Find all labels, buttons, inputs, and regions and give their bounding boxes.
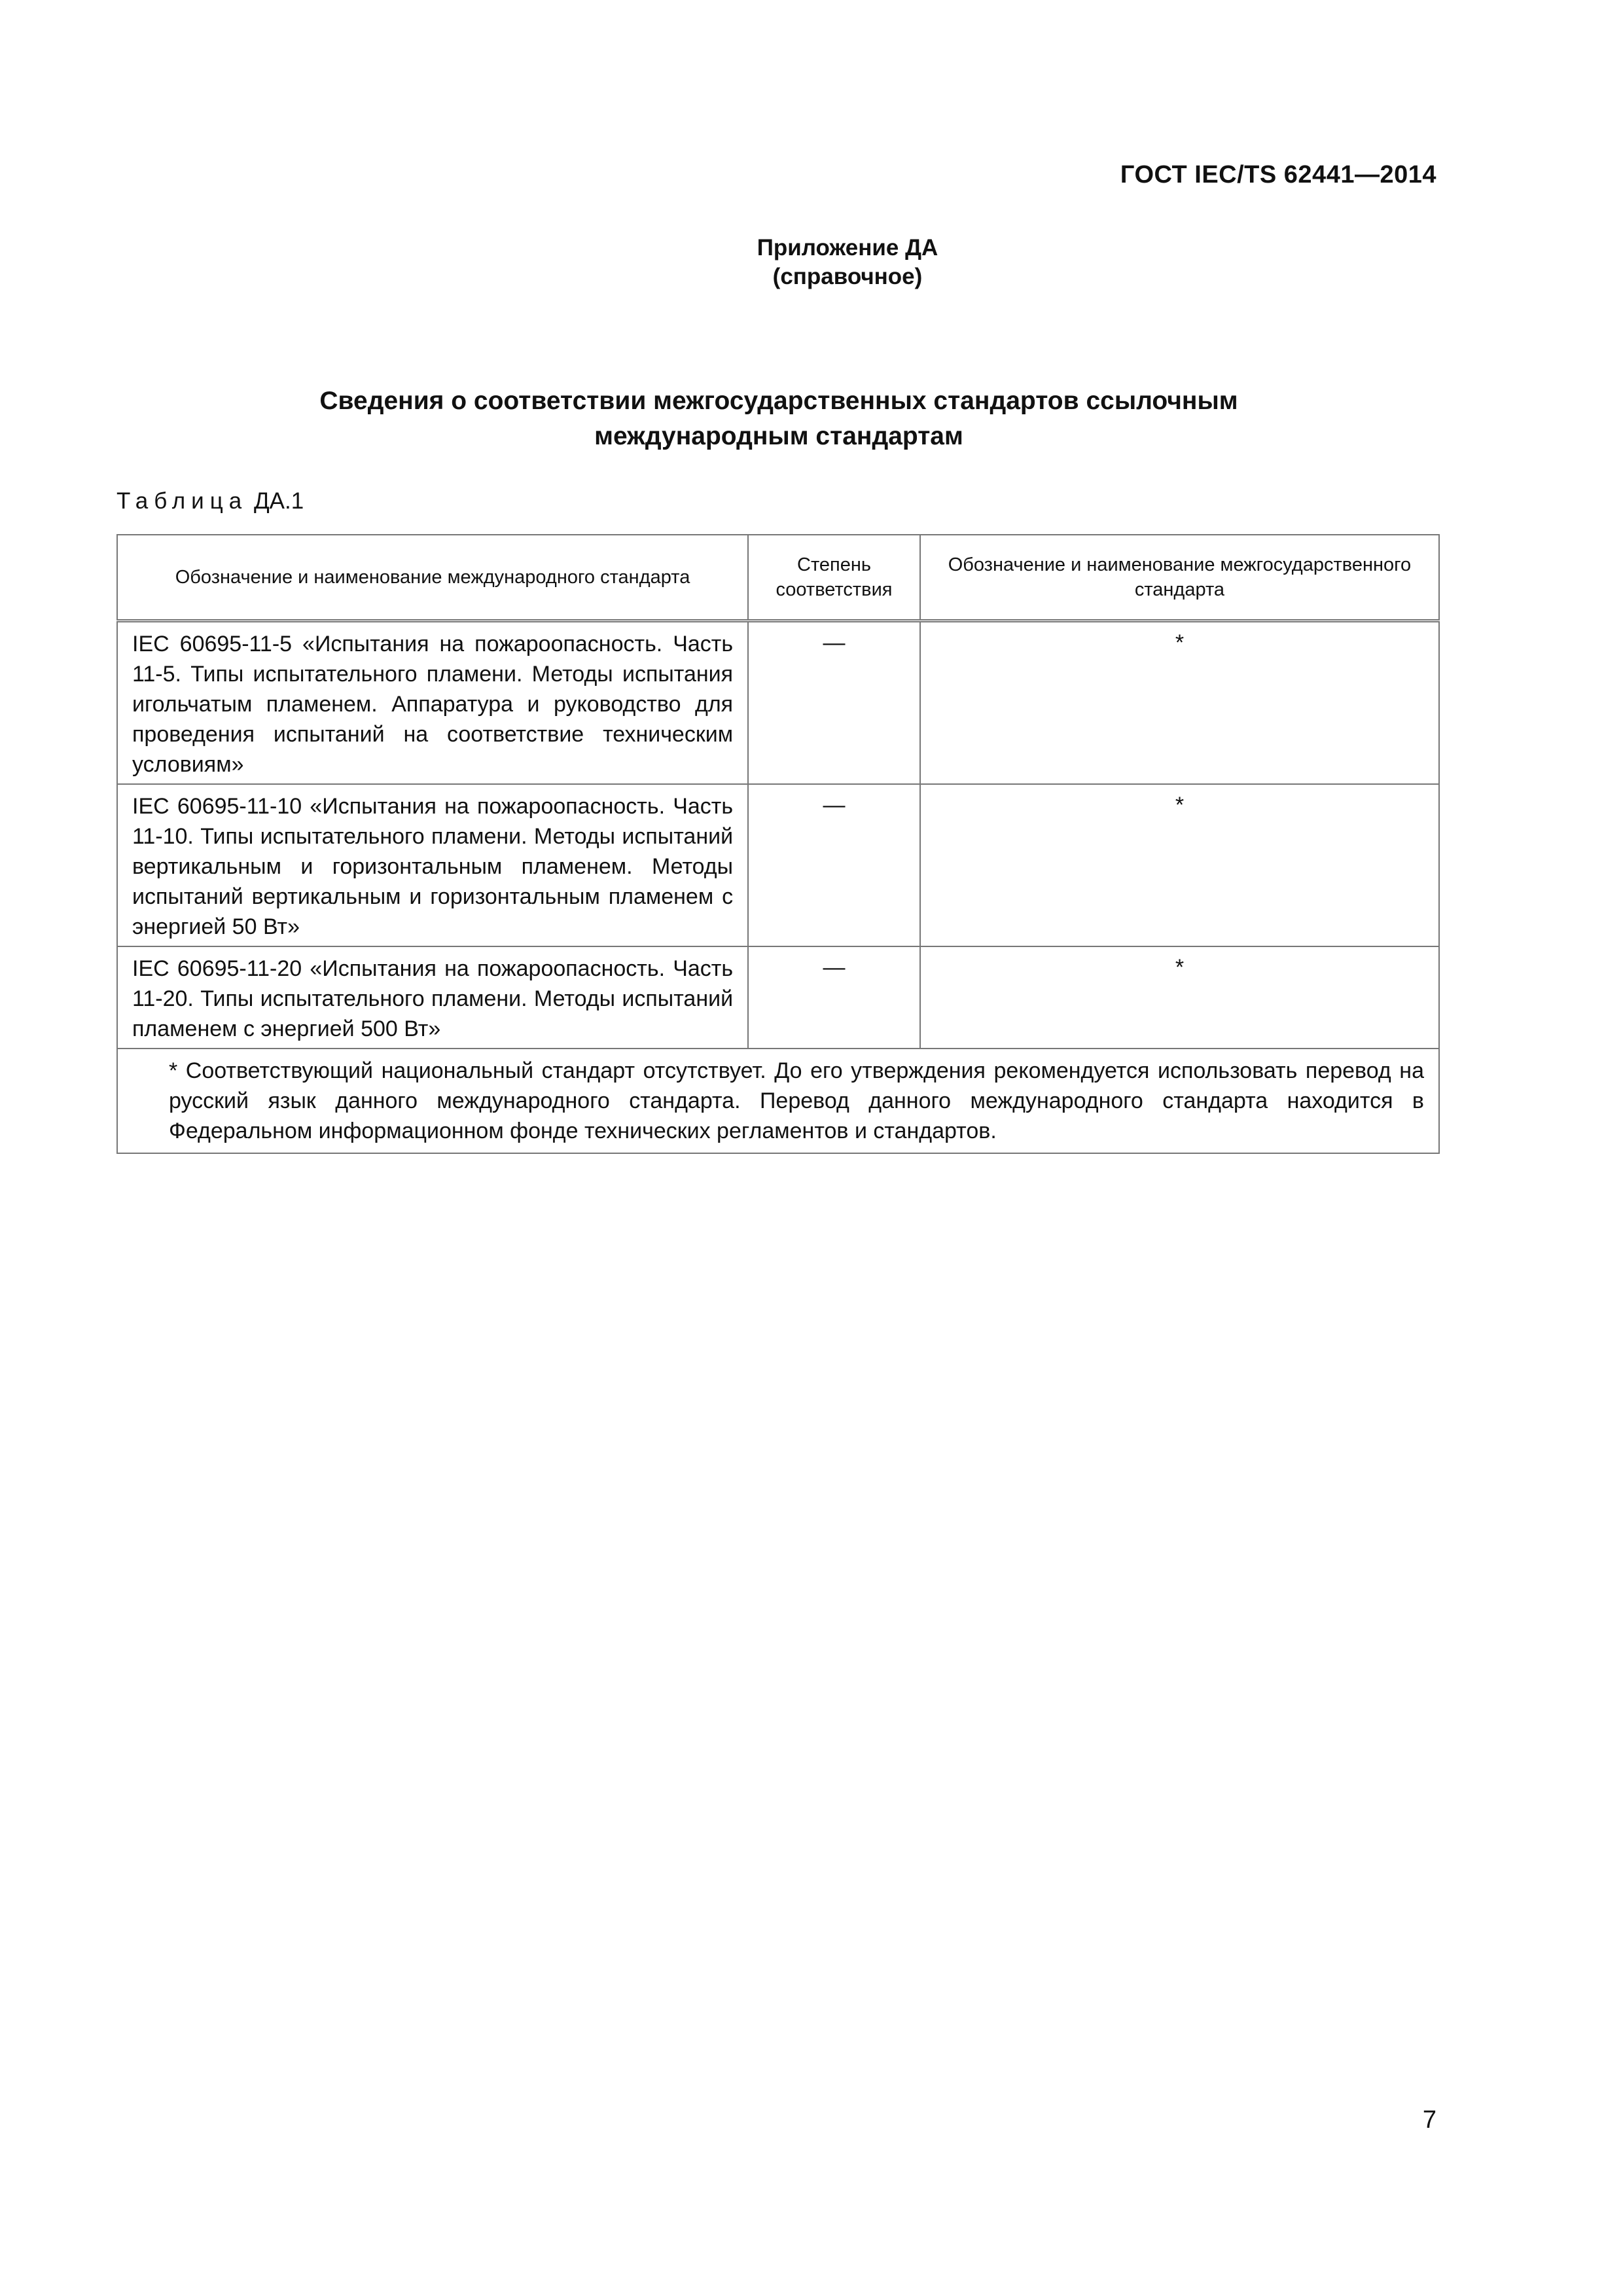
international-standard-cell: IEC 60695-11-20 «Испытания на пожароопасность. Часть 11-20. Типы испытательного пламени. Методы испытаний пламенем с энергией 500 Вт» [117,946,748,1049]
appendix-title: Приложение ДА [757,235,938,260]
degree-cell: — [748,784,920,946]
table-caption [116,488,304,514]
section-title-line-1: Сведения о соответствии межгосударственных стандартов ссылочным [319,387,1238,415]
interstate-standard-cell: * [920,946,1439,1049]
table-footnote [117,1049,1439,1153]
table-caption-word: Таблица [116,488,248,514]
international-standard-cell: IEC 60695-11-10 «Испытания на пожароопасность. Часть 11-10. Типы испытательного пламени. Методы испытаний вертикальным и горизонтальным пламенем. Методы испытаний вертикальным и горизонтальным пламенем с энергией 50 Вт» [117,784,748,946]
footnote-text: * Соответствующий национальный стандарт отсутствует. До его утверждения рекомендуется использовать перевод на русский язык данного международного стандарта. Перевод данного международного стандарта находится в Федеральном информационном фонде технических регламентов и стандартов. [169,1058,1424,1143]
header-interstate-standard: Обозначение и наименование межгосударственного стандарта [920,535,1439,621]
table-row [117,621,1439,785]
table-header-row [117,535,1439,621]
table-row [117,784,1439,946]
standards-table [116,534,1440,1154]
table-caption-number: ДА.1 [253,488,304,514]
table-footnote-row [117,1049,1439,1153]
header-degree: Степень соответствия [748,535,920,621]
document-code: ГОСТ IEC/TS 62441—2014 [1120,161,1436,188]
degree-cell: — [748,621,920,785]
section-title [118,384,1440,454]
interstate-standard-cell: * [920,784,1439,946]
degree-cell: — [748,946,920,1049]
section-title-line-2: международным стандартам [594,422,963,450]
page-number: 7 [1422,2106,1436,2134]
appendix-subtitle: (справочное) [772,264,923,289]
interstate-standard-cell: * [920,621,1439,785]
international-standard-cell: IEC 60695-11-5 «Испытания на пожароопасность. Часть 11-5. Типы испытательного пламени. Методы испытания игольчатым пламенем. Аппаратура и руководство для проведения испытаний на соответствие техническим условиям» [117,621,748,785]
table-row [117,946,1439,1049]
header-international-standard: Обозначение и наименование международного стандарта [117,535,748,621]
